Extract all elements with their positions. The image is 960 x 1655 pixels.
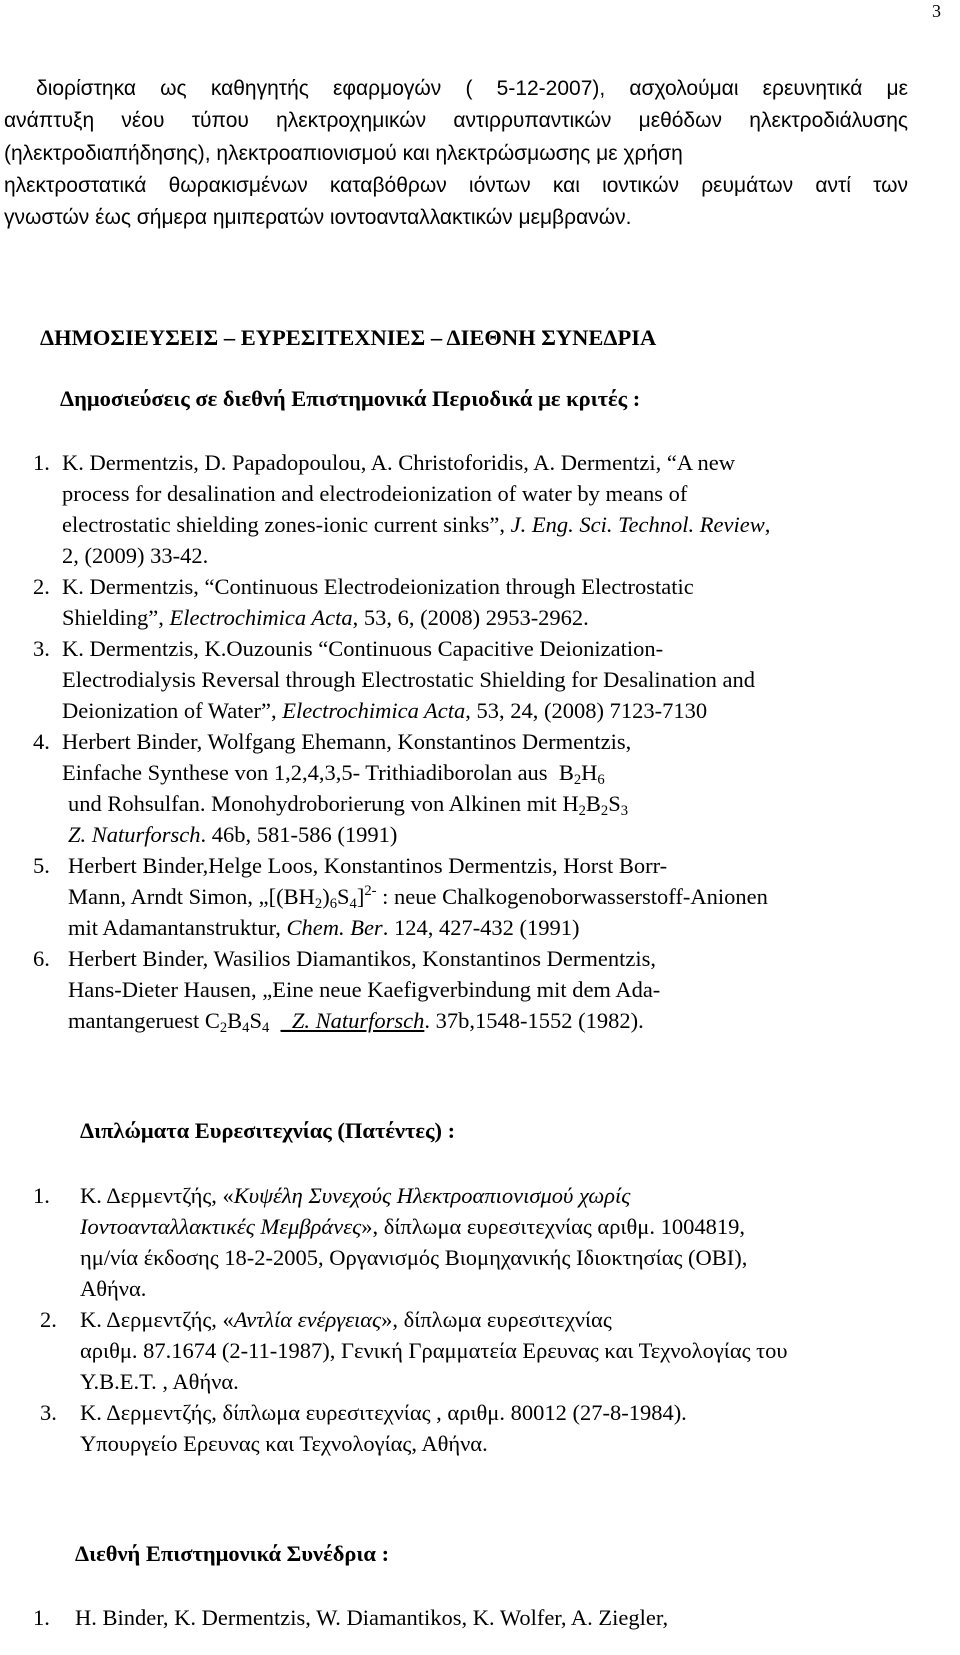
list-item-line: Αθήνα. — [80, 1276, 147, 1301]
list-item-line: K. Dermentzis, D. Papadopoulou, A. Christoforidis, A. Dermentzi, “A new — [62, 450, 736, 475]
intro-line: ηλεκτροστατικά θωρακισμένων καταβόθρων ιόντων και ιοντικών ρευμάτων αντί των — [4, 174, 908, 197]
list-item-line: αριθμ. 87.1674 (2-11-1987), Γενική Γραμματεία Ερευνας και Τεχνολογίας του — [80, 1338, 788, 1363]
list-number: 2. — [33, 574, 50, 599]
list-item-line: mit Adamantanstruktur, Chem. Ber. 124, 427-432 (1991) — [68, 915, 580, 940]
list-number: 2. — [40, 1307, 57, 1332]
intro-line: (ηλεκτροδιαπήδησης), ηλεκτροαπιονισμού και ηλεκτρώσμωσης με χρήση — [4, 142, 683, 165]
journal-name: Electrochimica Acta — [282, 698, 466, 723]
list-number: 6. — [33, 946, 50, 971]
list-item-line: Shielding”, Electrochimica Acta, 53, 6, (2008) 2953-2962. — [62, 605, 589, 630]
list-number: 5. — [33, 853, 50, 878]
publications-heading: Δημοσιεύσεις σε διεθνή Επιστημονικά Περιοδικά με κριτές : — [60, 386, 641, 411]
list-item-line: Mann, Arndt Simon, $„[(BH_2)_6S_4]^{2-}$ : neue Chalkogenoborwasserstoff-Anionen — [68, 883, 768, 912]
list-item-line: Κ. Δερμεντζής, «Αντλία ενέργειας», δίπλωμα ευρεσιτεχνίας — [80, 1307, 612, 1332]
list-item-line: Herbert Binder,Helge Loos, Konstantinos Dermentzis, Horst Borr- — [68, 853, 668, 878]
list-item-line: Υπουργείο Ερευνας και Τεχνολογίας, Αθήνα. — [80, 1431, 488, 1456]
list-item-line: Deionization of Water”, Electrochimica Acta, 53, 24, (2008) 7123-7130 — [62, 698, 708, 723]
list-item-line: Ιοντοανταλλακτικές Μεμβράνες», δίπλωμα ευρεσιτεχνίας αριθμ. 1004819, — [80, 1214, 745, 1239]
list-item-line: 2, (2009) 33-42. — [62, 543, 209, 568]
intro-line: γνωστών έως σήμερα ημιπερατών ιοντοανταλλακτικών μεμβρανών. — [4, 206, 632, 229]
list-item-line: K. Dermentzis, “Continuous Electrodeionization through Electrostatic — [62, 574, 694, 599]
list-number: 1. — [33, 1605, 50, 1630]
chemical-formula: $H_2B_2S_3$ — [562, 791, 629, 819]
list-number: 1. — [33, 450, 50, 475]
journal-name: Z. Naturforsch — [291, 1008, 425, 1033]
list-item-line: H. Binder, K. Dermentzis, W. Diamantikos, K. Wolfer, A. Ziegler, — [75, 1605, 669, 1630]
list-item-line: Κ. Δερμεντζής, «Κυψέλη Συνεχούς Ηλεκτροαπιονισμού χωρίς — [80, 1183, 631, 1208]
list-item-line: Υ.Β.Ε.Τ. , Αθήνα. — [80, 1369, 239, 1394]
list-item-line: electrostatic shielding zones-ionic current sinks”, J. Eng. Sci. Technol. Review, — [62, 512, 771, 537]
journal-name: Electrochimica Acta — [169, 605, 353, 630]
list-item-line: Einfache Synthese von 1,2,4,3,5- Trithiadiborolan aus $B_2H_6$ — [62, 760, 605, 788]
list-item-line: process for desalination and electrodeionization of water by means of — [62, 481, 688, 506]
journal-name: Z. Naturforsch — [68, 822, 201, 847]
list-item-line: mantangeruest $C_2B_4S_4$ _Z. Naturforsch. 37b,1548-1552 (1982). — [68, 1008, 644, 1036]
intro-line: διορίστηκα ως καθηγητής εφαρμογών ( 5-12-2007), ασχολούμαι ερευνητικά με — [36, 77, 908, 100]
list-number: 4. — [33, 729, 50, 754]
list-item-line: und Rohsulfan. Monohydroborierung von Alkinen mit $H_2B_2S_3$ — [68, 791, 629, 819]
section-title: ΔΗΜΟΣΙΕΥΣΕΙΣ – ΕΥΡΕΣΙΤΕΧΝΙΕΣ – ΔΙΕΘΝΗ ΣΥΝΕΔΡΙΑ — [40, 325, 657, 350]
journal-name: Chem. Ber — [286, 915, 383, 940]
patent-title: Ιοντοανταλλακτικές Μεμβράνες — [80, 1214, 362, 1239]
intro-line: ανάπτυξη νέου τύπου ηλεκτροχημικών αντιρρυπαντικών μεθόδων ηλεκτροδιάλυσης — [4, 109, 908, 132]
list-item-line: K. Dermentzis, K.Ouzounis “Continuous Capacitive Deionization- — [62, 636, 664, 661]
chemical-formula: $B_2H_6$ — [558, 760, 605, 788]
list-number: 1. — [33, 1183, 50, 1208]
chemical-formula: $C_2B_4S_4$ — [204, 1008, 270, 1036]
patent-title: Αντλία ενέργειας — [233, 1307, 382, 1332]
list-number: 3. — [33, 636, 50, 661]
journal-name: J. Eng. Sci. Technol. Review — [510, 512, 765, 537]
patents-heading: Διπλώματα Ευρεσιτεχνίας (Πατέντες) : — [80, 1118, 456, 1143]
list-item-line: Electrodialysis Reversal through Electrostatic Shielding for Desalination and — [62, 667, 755, 692]
list-item-line: Herbert Binder, Wasilios Diamantikos, Konstantinos Dermentzis, — [68, 946, 657, 971]
list-item-line: Herbert Binder, Wolfgang Ehemann, Konstantinos Dermentzis, — [62, 729, 632, 754]
conferences-heading: Διεθνή Επιστημονικά Συνέδρια : — [75, 1541, 390, 1566]
list-item-line: Z. Naturforsch. 46b, 581-586 (1991) — [68, 822, 398, 847]
list-number: 3. — [40, 1400, 57, 1425]
patent-title: Κυψέλη Συνεχούς Ηλεκτροαπιονισμού χωρίς — [233, 1183, 631, 1208]
list-item-line: Hans-Dieter Hausen, „Eine neue Kaefigverbindung mit dem Ada- — [68, 977, 661, 1002]
page-number: 3 — [932, 1, 941, 21]
list-item-line: Κ. Δερμεντζής, δίπλωμα ευρεσιτεχνίας , αριθμ. 80012 (27-8-1984). — [80, 1400, 687, 1425]
list-item-line: ημ/νία έκδοσης 18-2-2005, Οργανισμός Βιομηχανικής Ιδιοκτησίας (ΟΒΙ), — [80, 1245, 748, 1270]
